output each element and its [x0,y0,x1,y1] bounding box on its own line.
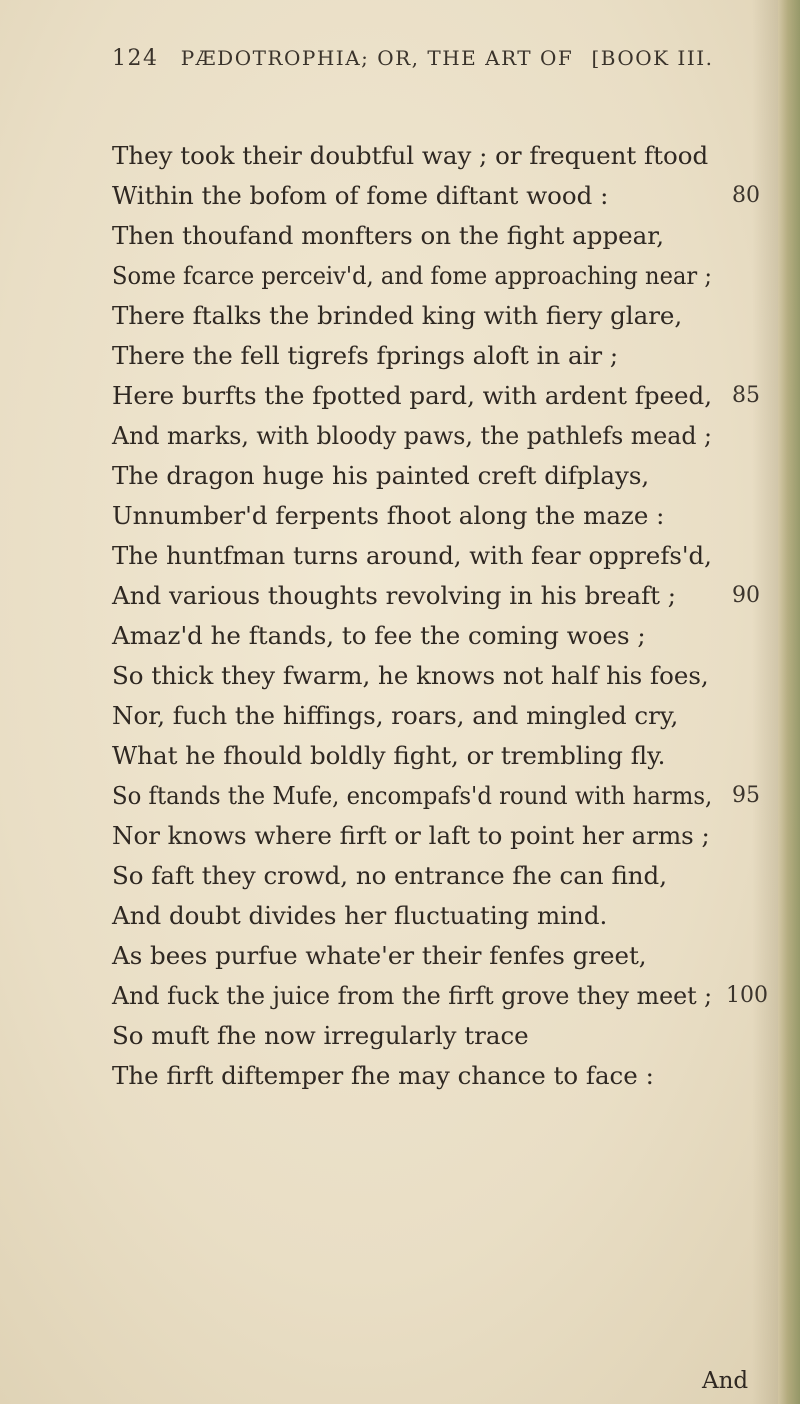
verse-line-text: So thick they fwarm, he knows not half his foes, [112,661,709,690]
verse-line-text: There the fell tigrefs fprings aloft in air ; [112,341,619,370]
verse-line-text: The huntfman turns around, with fear opprefs'd, [112,541,712,570]
verse-line [112,856,667,896]
verse-line-text: They took their doubtful way ; or frequent ftood [112,141,709,170]
page-number: 124 [112,46,159,71]
verse-line [112,496,664,536]
verse-line [112,376,712,416]
verse-line [112,336,618,376]
verse-line [112,896,607,936]
verse-line [112,656,709,696]
verse-line-text: As bees purfue whate'er their fenfes greet, [112,941,647,970]
book-reference: [BOOK III. [591,46,714,70]
verse-line [112,136,708,176]
verse-line-text: Nor, fuch the hiffings, roars, and mingled cry, [112,701,679,730]
verse-line-text: Unnumber'd ferpents fhoot along the maze : [112,501,665,530]
verse-line [112,616,646,656]
verse-line-text: And doubt divides her fluctuating mind. [112,901,608,930]
verse-line-text: So muft fhe now irregularly trace [112,1021,529,1050]
verse-line-text: So faft they crowd, no entrance fhe can find, [112,861,668,890]
verse-line [112,416,733,456]
verse-line-text: Some fcarce perceiv'd, and fome approaching near ; [112,261,712,290]
line-number: 100 [726,983,768,1008]
line-number: 80 [732,183,760,208]
verse-line [112,776,758,816]
verse-line [112,1016,529,1056]
verse-line-text: Nor knows where firft or laft to point her arms ; [112,821,710,850]
verse-line [112,576,676,616]
line-number: 85 [732,383,760,408]
verse-line-text: There ftalks the brinded king with fiery glare, [112,301,683,330]
running-title: PÆDOTROPHIA; OR, THE ART OF [180,46,574,70]
verse-line-text: The dragon huge his painted creft difplays, [112,461,650,490]
verse-line-text: What he fhould boldly fight, or trembling fly. [112,741,666,770]
line-number: 95 [732,783,760,808]
verse-line [112,256,763,296]
verse-line-text: And marks, with bloody paws, the pathlefs mead ; [112,421,712,450]
verse-line-text: Amaz'd he ftands, to fee the coming woes ; [112,621,646,650]
verse-line-text: And fuck the juice from the firft grove they meet ; [112,981,713,1010]
verse-line-text: So ftands the Mufe, encompafs'd round with harms, [112,781,713,810]
verse-line [112,976,733,1016]
verse-line [112,176,608,216]
line-number: 90 [732,583,760,608]
catchword: And [702,1368,749,1394]
verse-line-text: The firft diftemper fhe may chance to face : [112,1061,654,1090]
verse-line [112,296,682,336]
verse-line-text: Then thoufand monfters on the fight appear, [112,221,665,250]
verse-line [112,936,647,976]
verse-line [112,696,678,736]
verse-line [112,736,665,776]
verse-line [112,536,716,576]
verse-line [112,816,710,856]
verse-line-text: And various thoughts revolving in his breaft ; [112,581,677,610]
verse-line [112,216,664,256]
verse-line-text: Here burfts the fpotted pard, with ardent fpeed, [112,381,712,410]
verse-line [112,456,649,496]
verse-line [112,1056,654,1096]
verse-line-text: Within the bofom of fome diftant wood : [112,181,609,210]
